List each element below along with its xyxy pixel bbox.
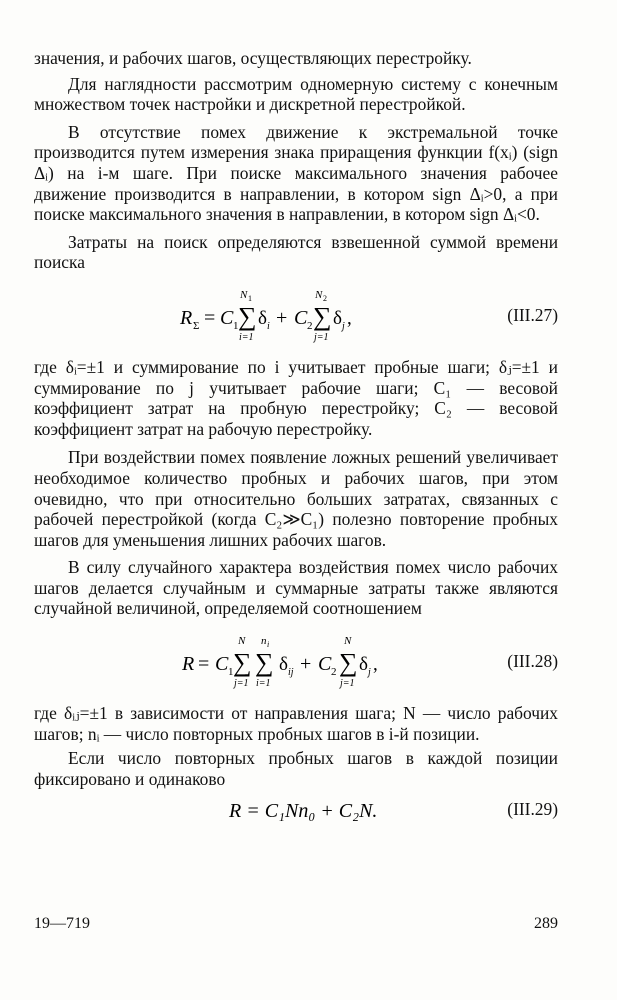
equation-iii-29-formula	[34, 795, 558, 827]
eq27-term2: δ	[333, 307, 342, 329]
eq28-sumC-top: N	[344, 635, 352, 648]
eq28-term1-sub: ij	[288, 667, 294, 679]
page-number: 289	[534, 915, 558, 932]
eq27-sum2-top-sub: 2	[323, 293, 327, 303]
eq28-plus: +	[300, 653, 312, 676]
eq28-c1: C	[215, 653, 229, 676]
eq27-lhs-sub: Σ	[193, 319, 200, 332]
eq27-sum2-sign: ∑	[313, 301, 332, 331]
paragraph-continuation: значения, и рабочих шагов, осуществляющих перестройку.	[34, 48, 472, 68]
eq28-c2: C	[318, 653, 332, 676]
eq27-sum1-top: N	[240, 288, 248, 301]
eq28-term1: δ	[279, 654, 288, 676]
eq28-sumA-bottom: j=1	[234, 678, 249, 690]
eq28-sumA-sign: ∑	[233, 648, 252, 678]
eq28-sumB-top-sub: i	[267, 640, 270, 650]
eq27-equals: =	[204, 306, 216, 329]
eq27-lhs: R	[180, 306, 193, 329]
eq28-c1-sub: 1	[228, 666, 234, 679]
eq28-sumC-sign: ∑	[339, 648, 358, 678]
paragraph-where-28: где δᵢⱼ=±1 в зависимости от направления шага; N — число рабочих шагов; nᵢ — число повторных пробных шагов в i-й позиции.	[34, 703, 558, 744]
equation-iii-28-formula	[34, 633, 558, 691]
paragraph-where-27: где δᵢ=±1 и суммирование по i учитывает пробные шаги; δⱼ=±1 и суммирование по j учитывает рабочие шаги; C₁ — весовой коэффициент затрат на пробную перестройку; C₂ — весовой коэффициент затрат на рабочую перестройку.	[34, 356, 558, 439]
eq27-c2-sub: 2	[307, 319, 313, 332]
equation-number-iii-27: (III.27)	[507, 304, 558, 325]
eq28-sumC-bottom: j=1	[340, 678, 355, 690]
page-body	[34, 48, 558, 827]
eq28-term2-sub: j	[368, 667, 371, 679]
eq27-term2-sub: j	[342, 320, 345, 332]
eq28-equals: =	[198, 653, 210, 676]
eq28-comma: ,	[373, 654, 378, 676]
eq27-c1-sub: 1	[233, 319, 239, 332]
eq27-sum1-bottom: i=1	[239, 331, 254, 343]
paragraph-no-noise: В отсутствие помех движение к экстремальной точке производится путем измерения знака приращения функции f(xᵢ) (sign Δᵢ) на i-м шаге. При поиске максимального значения рабочее движение производится в направлении, в котором sign Δᵢ>0, а при поиске максимального значения в направлении, в котором sign Δᵢ<0.	[34, 121, 558, 225]
paragraph-noise-effect: При воздействии помех появление ложных решений увеличивает необходимое количество пробных и рабочих шагов, при этом очевидно, что при относительно больших затратах, связанных с рабочей перестройкой (когда C₂≫C₁) полезно повторение пробных шагов для уменьшения лишних рабочих шагов.	[34, 447, 558, 550]
eq28-term2: δ	[359, 654, 368, 676]
eq28-lhs: R	[182, 653, 195, 676]
equation-iii-29	[34, 795, 558, 827]
eq27-sum2-bottom: j=1	[314, 331, 329, 343]
equation-iii-27-formula	[34, 287, 558, 345]
eq27-sum1-sign: ∑	[238, 301, 257, 331]
equation-number-iii-29: (III.29)	[507, 799, 558, 820]
eq27-plus: +	[276, 306, 288, 329]
eq28-sumB-sign: ∑	[255, 648, 274, 678]
paragraph-costs-intro: Затраты на поиск определяются взвешенной суммой времени поиска	[34, 231, 558, 273]
equation-iii-28	[34, 633, 558, 691]
paragraph-random-steps: В силу случайного характера воздействия помех число рабочих шагов делается случайным и суммарные затраты также являются случайной величиной, определяемой соотношением	[34, 557, 558, 619]
eq27-comma: ,	[347, 307, 352, 329]
equation-iii-27	[34, 287, 558, 345]
eq28-c2-sub: 2	[331, 666, 337, 679]
eq28-sumB-bottom: i=1	[256, 678, 271, 690]
equation-number-iii-28: (III.28)	[507, 651, 558, 672]
eq27-term1-sub: i	[267, 320, 270, 332]
eq28-sumB-top: n	[261, 635, 267, 648]
eq27-term1: δ	[258, 307, 267, 329]
printer-signature: 19—719	[34, 915, 90, 932]
eq27-sum2-top: N	[315, 288, 323, 301]
paragraph-fixed-steps: Если число повторных пробных шагов в каждой позиции фиксировано и одинаково	[34, 748, 558, 789]
eq29-formula: R = C₁Nn₀ + C₂N.	[229, 800, 378, 823]
eq27-c1: C	[220, 306, 234, 329]
eq27-c2: C	[294, 306, 308, 329]
paragraph-system: Для наглядности рассмотрим одномерную систему с конечным множеством точек настройки и дискретной перестройкой.	[34, 73, 558, 115]
eq28-sumA-top: N	[238, 635, 246, 648]
eq27-sum1-top-sub: 1	[248, 293, 252, 303]
